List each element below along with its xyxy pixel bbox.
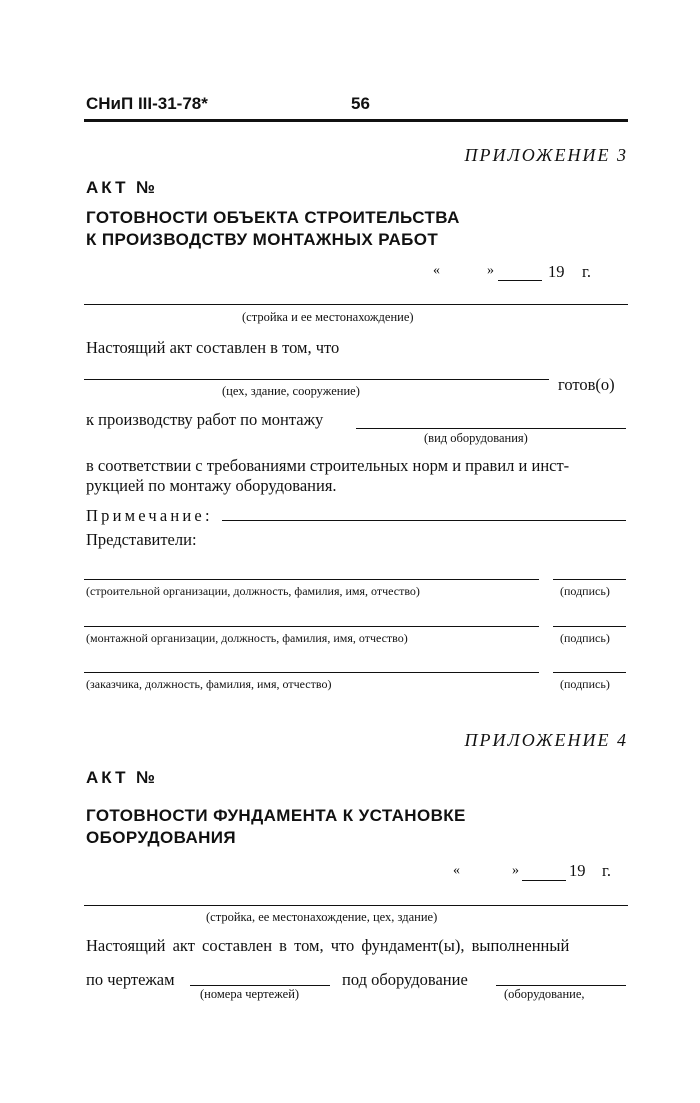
date-close-quote: » <box>487 263 494 278</box>
note-field[interactable] <box>222 520 626 521</box>
requirements-line2: рукцией по монтажу оборудования. <box>86 476 337 495</box>
rep2-signature-field[interactable] <box>553 626 626 627</box>
rep1-signature-field[interactable] <box>553 579 626 580</box>
representatives-label: Представители: <box>86 530 197 549</box>
composed2-text: Настоящий акт составлен в том, что фундамент(ы), выполненный <box>86 936 570 955</box>
rep3-signature-caption: (подпись) <box>560 677 610 691</box>
date2-year: 19 <box>569 861 586 880</box>
date2-month-field[interactable] <box>522 880 566 881</box>
act2-title-line2: ОБОРУДОВАНИЯ <box>86 828 237 847</box>
equipment2-caption: (оборудование, <box>504 987 585 1001</box>
site-caption: (стройка и ее местонахождение) <box>242 310 414 324</box>
requirements-line1: в соответствии с требованиями строительных норм и правил и инст- <box>86 456 570 475</box>
equipment-type-field[interactable] <box>356 428 626 429</box>
rep1-caption: (строительной организации, должность, фамилия, имя, отчество) <box>86 584 420 598</box>
act-title-line1: ГОТОВНОСТИ ОБЪЕКТА СТРОИТЕЛЬСТВА <box>86 208 460 227</box>
date2-open-quote: « <box>453 863 460 878</box>
rep1-signature-caption: (подпись) <box>560 584 610 598</box>
appendix-3-label: ПРИЛОЖЕНИЕ 3 <box>464 145 628 165</box>
equipment-type-caption: (вид оборудования) <box>424 431 528 445</box>
rep3-caption: (заказчика, должность, фамилия, имя, отчество) <box>86 677 332 691</box>
act2-title-line1: ГОТОВНОСТИ ФУНДАМЕНТА К УСТАНОВКЕ <box>86 806 466 825</box>
building-caption: (цех, здание, сооружение) <box>222 384 360 398</box>
date2-year-suffix: г. <box>602 861 612 880</box>
date-month-field[interactable] <box>498 280 542 281</box>
install-text: к производству работ по монтажу <box>86 410 324 429</box>
header-rule <box>84 119 628 122</box>
date-year-suffix: г. <box>582 262 592 281</box>
composed-text: Настоящий акт составлен в том, что <box>86 338 340 357</box>
ready-text: готов(о) <box>558 375 615 394</box>
site2-caption: (стройка, ее местонахождение, цех, здание) <box>206 910 438 924</box>
rep1-field[interactable] <box>84 579 539 580</box>
drawings-field[interactable] <box>190 985 330 986</box>
appendix-4-label: ПРИЛОЖЕНИЕ 4 <box>464 730 628 750</box>
rep2-signature-caption: (подпись) <box>560 631 610 645</box>
equipment2-field[interactable] <box>496 985 626 986</box>
rep2-caption: (монтажной организации, должность, фамилия, имя, отчество) <box>86 631 408 645</box>
note-label: Примечание: <box>86 506 213 525</box>
drawings-text: по чертежам <box>86 970 175 989</box>
rep3-signature-field[interactable] <box>553 672 626 673</box>
drawings-caption: (номера чертежей) <box>200 987 300 1001</box>
rep2-field[interactable] <box>84 626 539 627</box>
act-number-label: АКТ № <box>86 178 159 197</box>
page-number: 56 <box>351 94 370 113</box>
rep3-field[interactable] <box>84 672 539 673</box>
date2-close-quote: » <box>512 863 519 878</box>
date-year: 19 <box>548 262 565 281</box>
building-field[interactable] <box>84 379 549 380</box>
doc-code: СНиП III-31-78* <box>86 94 208 113</box>
site2-field[interactable] <box>84 905 628 906</box>
site-field[interactable] <box>84 304 628 305</box>
date-open-quote: « <box>433 263 440 278</box>
under-equipment-text: под оборудование <box>342 970 468 989</box>
act-title-line2: К ПРОИЗВОДСТВУ МОНТАЖНЫХ РАБОТ <box>86 230 439 249</box>
act-number-label-2: АКТ № <box>86 768 159 787</box>
